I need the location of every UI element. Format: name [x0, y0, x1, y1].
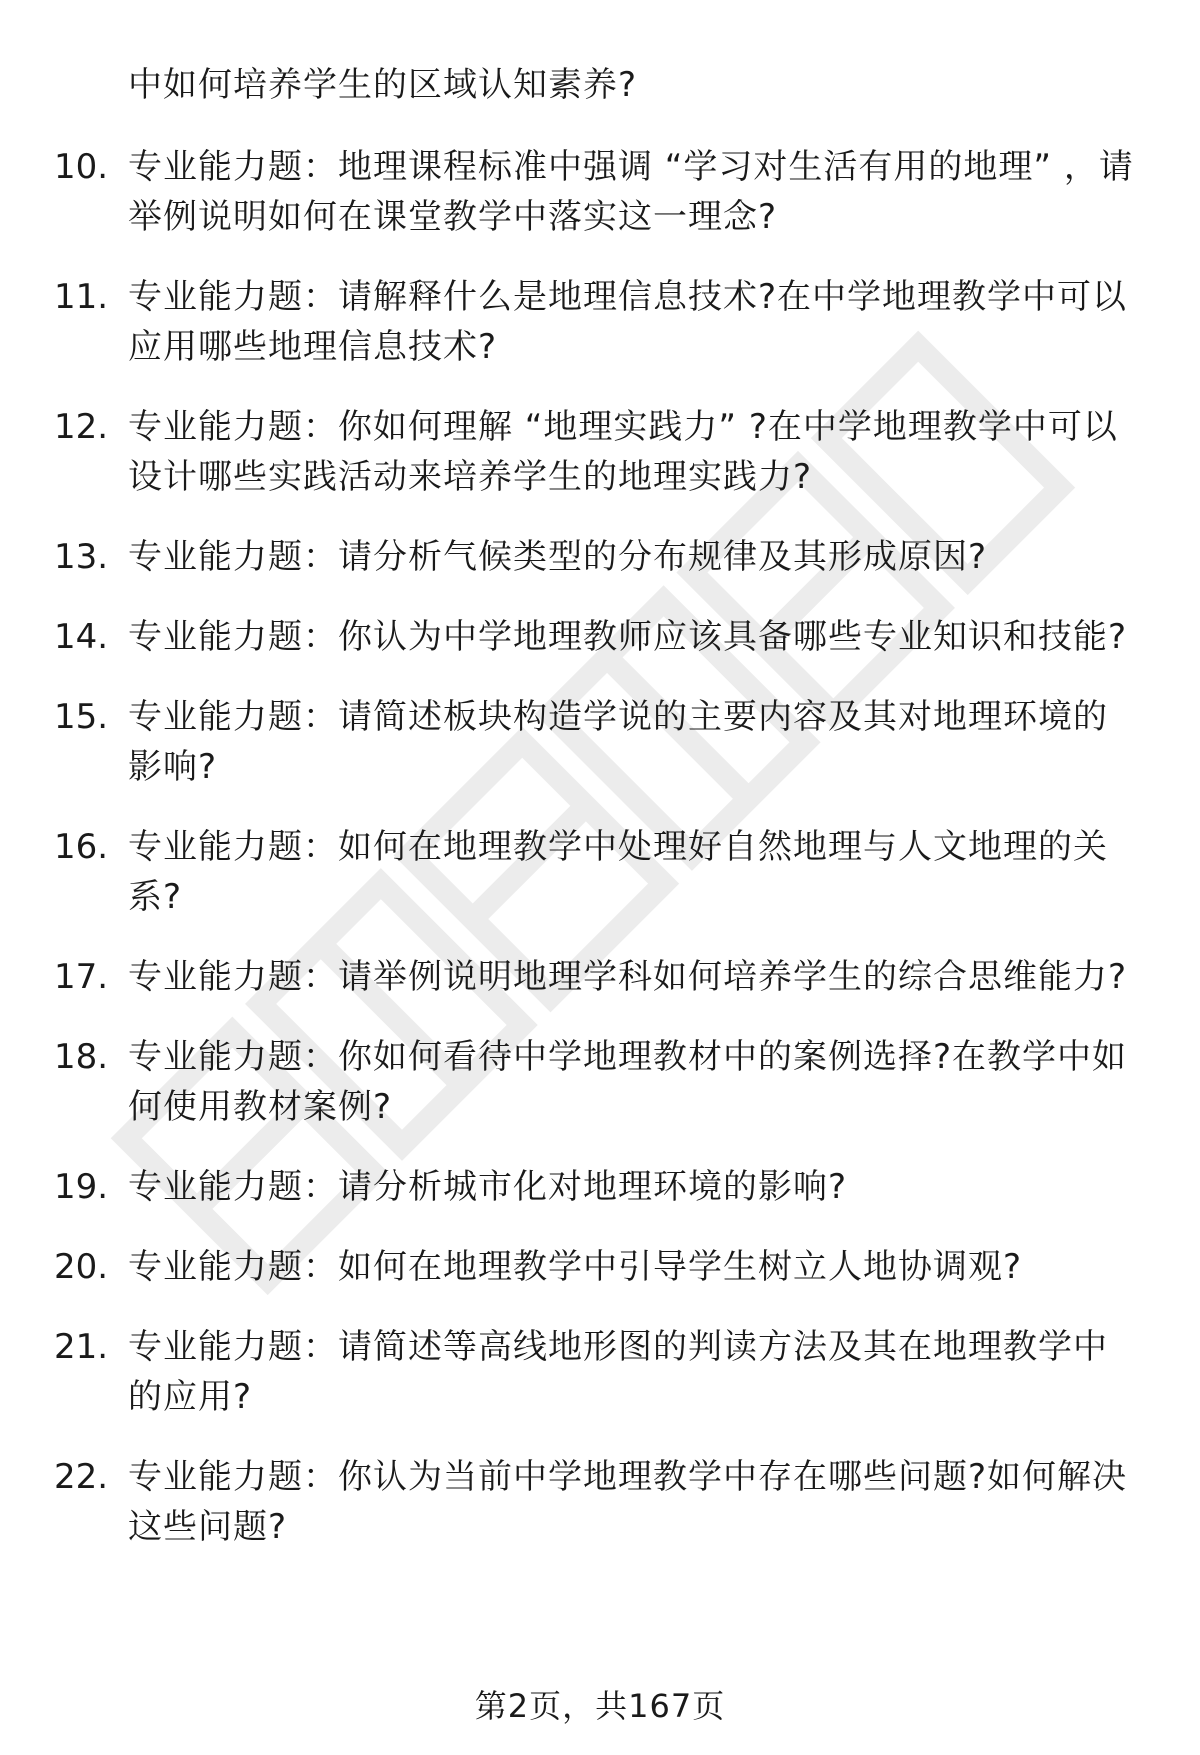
question-text: 专业能力题：请举例说明地理学科如何培养学生的综合思维能力? — [128, 957, 1128, 997]
question-item — [0, 822, 1200, 922]
question-number: 22. — [54, 1457, 109, 1497]
question-number: 14. — [54, 617, 109, 657]
question-text: 专业能力题：如何在地理教学中处理好自然地理与人文地理的关系? — [128, 827, 1108, 917]
question-item — [0, 1032, 1200, 1132]
question-number: 10. — [54, 147, 109, 187]
question-item — [0, 612, 1200, 662]
question-item — [0, 952, 1200, 1002]
question-item — [0, 1242, 1200, 1292]
question-text: 专业能力题：请分析气候类型的分布规律及其形成原因? — [128, 537, 988, 577]
question-number: 21. — [54, 1327, 109, 1367]
question-text: 专业能力题：你认为中学地理教师应该具备哪些专业知识和技能? — [128, 617, 1128, 657]
question-text: 专业能力题：请简述板块构造学说的主要内容及其对地理环境的影响? — [128, 697, 1108, 787]
question-list — [0, 142, 1200, 1582]
continued-question-text: 中如何培养学生的区域认知素养? — [128, 65, 638, 105]
question-number: 17. — [54, 957, 109, 997]
question-item — [0, 532, 1200, 582]
question-text: 专业能力题：请解释什么是地理信息技术?在中学地理教学中可以应用哪些地理信息技术? — [128, 277, 1128, 367]
question-number: 12. — [54, 407, 109, 447]
page-number-footer: 第2页，共167页 — [474, 1687, 726, 1725]
question-item — [0, 272, 1200, 372]
question-text: 专业能力题：你如何理解 “地理实践力” ?在中学地理教学中可以设计哪些实践活动来培养学生的地理实践力? — [128, 407, 1118, 497]
question-text: 专业能力题：如何在地理教学中引导学生树立人地协调观? — [128, 1247, 1023, 1287]
question-number: 20. — [54, 1247, 109, 1287]
question-text: 专业能力题：地理课程标准中强调 “学习对生活有用的地理” ，请举例说明如何在课堂教学中落实这一理念? — [128, 147, 1134, 237]
question-text: 专业能力题：请分析城市化对地理环境的影响? — [128, 1167, 848, 1207]
question-text: 专业能力题：你认为当前中学地理教学中存在哪些问题?如何解决这些问题? — [128, 1457, 1128, 1547]
question-number: 13. — [54, 537, 109, 577]
question-number: 19. — [54, 1167, 109, 1207]
question-text: 专业能力题：你如何看待中学地理教材中的案例选择?在教学中如何使用教材案例? — [128, 1037, 1128, 1127]
question-number: 18. — [54, 1037, 109, 1077]
question-item — [0, 402, 1200, 502]
question-item — [0, 1452, 1200, 1552]
question-item — [0, 692, 1200, 792]
question-item — [0, 1162, 1200, 1212]
question-number: 15. — [54, 697, 109, 737]
question-number: 16. — [54, 827, 109, 867]
question-number: 11. — [54, 277, 109, 317]
question-item — [0, 1322, 1200, 1422]
question-text: 专业能力题：请简述等高线地形图的判读方法及其在地理教学中的应用? — [128, 1327, 1108, 1417]
question-item — [0, 142, 1200, 242]
